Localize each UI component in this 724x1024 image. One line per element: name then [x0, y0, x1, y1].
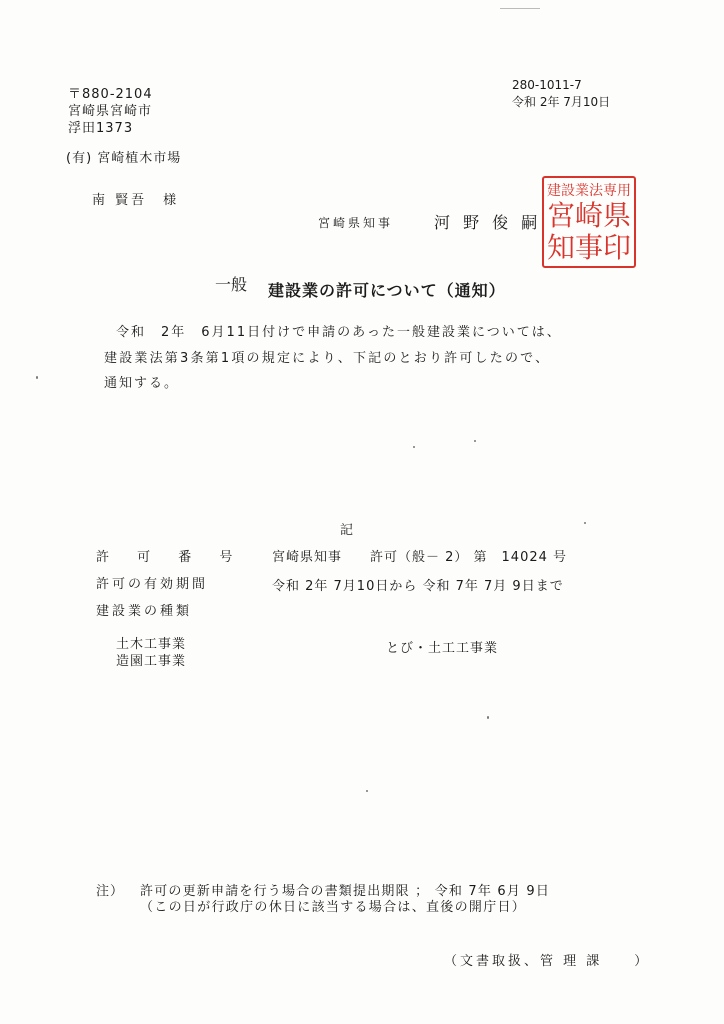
scan-speck — [584, 522, 586, 524]
body-line-1: 令和 2年 6月11日付けで申請のあった一般建設業については、 — [116, 325, 562, 340]
subject-prefix: 一般 — [215, 275, 248, 294]
document-date: 令和 2年 7月10日 — [512, 95, 611, 109]
scan-speck — [366, 790, 368, 792]
footer-department: （文書取扱、管 理 課 ） — [444, 954, 651, 969]
record-heading: 記 — [340, 523, 354, 538]
scan-speck — [413, 446, 415, 448]
note-line-1: 許可の更新申請を行う場合の書類提出期限 ； 令和 7年 6月 9日 — [140, 884, 551, 899]
official-seal-stamp — [542, 176, 636, 268]
body-line-3: 通知する。 — [104, 376, 180, 391]
subject-title: 建設業の許可について（通知） — [268, 281, 506, 300]
company-name: (有) 宮崎植木市場 — [66, 151, 182, 166]
sender-name: 河 野 俊 嗣 — [434, 213, 542, 232]
seal-line-1: 建設業法専用 — [547, 183, 631, 199]
type-left-2: 造園工事業 — [116, 654, 187, 669]
type-right-1: とび・土工工事業 — [386, 641, 499, 656]
address-line-2: 浮田1373 — [68, 121, 134, 136]
scan-speck — [36, 376, 38, 379]
note-prefix: 注） — [96, 884, 125, 899]
sender-title: 宮崎県知事 — [318, 216, 394, 230]
seal-line-2: 宮崎県 — [546, 199, 631, 232]
permit-number-value: 宮崎県知事 許可（般－ 2） 第 14024 号 — [272, 550, 568, 565]
scan-edge-mark — [500, 8, 540, 9]
body-line-2: 建設業法第3条第1項の規定により、下記のとおり許可したので、 — [104, 351, 551, 366]
recipient-name: 南 賢吾 様 — [92, 193, 180, 208]
validity-label: 許可の有効期間 — [96, 577, 209, 592]
permit-number-label: 許 可 番 号 — [96, 550, 245, 565]
address-line-1: 宮崎県宮崎市 — [68, 104, 153, 119]
document-number: 280-1011-7 — [512, 78, 582, 92]
note-line-2: （この日が行政庁の休日に該当する場合は、直後の開庁日） — [140, 900, 527, 915]
postal-code: 〒880-2104 — [68, 87, 153, 102]
validity-value: 令和 2年 7月10日から 令和 7年 7月 9日まで — [272, 579, 564, 594]
scan-speck — [474, 440, 476, 442]
type-left-1: 土木工事業 — [116, 637, 187, 652]
type-label: 建設業の種類 — [96, 604, 193, 619]
scan-speck — [487, 716, 489, 719]
seal-line-3: 知事印 — [546, 231, 631, 264]
